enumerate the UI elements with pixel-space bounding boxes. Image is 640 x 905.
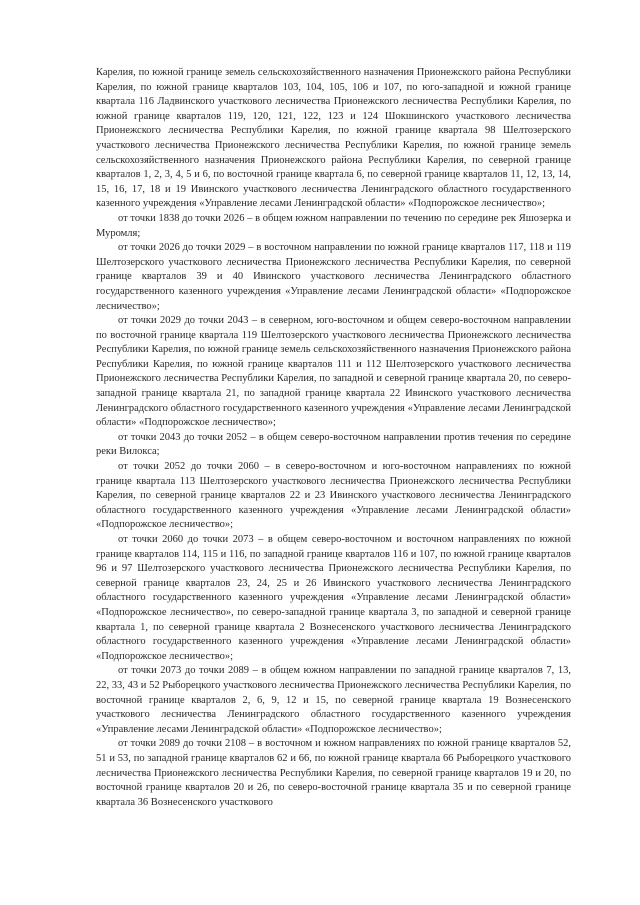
paragraph-segment-1838-2026: от точки 1838 до точки 2026 – в общем южном направлении по течению по середине рек Яшозерка и Муромля;	[96, 212, 571, 239]
paragraph-segment-2073-2089: от точки 2073 до точки 2089 – в общем южном направлении по западной границе кварталов 7, 13, 22, 33, 43 и 52 Рыборецкого участкового лесничества Прионежского лесничества Республики Карелия, по восточной границе кварталов 2, 6, 9, 12 и 15, по северной границе квартала 19 Вознесенского участкового лесничества Ленинградского областного государственного казенного учреждения «Управление лесами Ленинградской области» «Подпорожское лесничество»;	[96, 665, 571, 735]
paragraph-segment-2052-2060: от точки 2052 до точки 2060 – в северо-восточном и юго-восточном направлениях по южной границе квартала 113 Шелтозерского участкового лесничества Прионежского лесничества Республики Карелия, по северной границе кварталов 22 и 23 Ивинского участкового лесничества Ленинградского областного государственного казенного учреждения «Управление лесами Ленинградской области» «Подпорожское лесничество»;	[96, 461, 571, 531]
paragraph-segment-2043-2052: от точки 2043 до точки 2052 – в общем северо-восточном направлении против течения по середине реки Вилокса;	[96, 431, 571, 458]
paragraph-segment-2089-2108: от точки 2089 до точки 2108 – в восточном и южном направлениях по южной границе кварталов 52, 51 и 53, по западной границе кварталов 62 и 66, по южной границе квартала 66 Рыборецкого участкового лесничества Прионежского лесничества Республики Карелия, по северной границе кварталов 19 и 20, по восточной границе кварталов 20 и 26, по северо-восточной границе квартала 35 и по северной границе квартала 36 Вознесенского участкового	[96, 738, 571, 808]
paragraph-segment-2029-2043: от точки 2029 до точки 2043 – в северном, юго-восточном и общем северо-восточном направлении по восточной границе квартала 119 Шелтозерского участкового лесничества Прионежского лесничества Республики Карелия, по южной границе земель сельскохозяйственного назначения Прионежского района Республики Карелия, по южной границе кварталов 111 и 112 Шелтозерского участкового лесничества Прионежского лесничества Республики Карелия, по западной и северной границе квартала 20, по северо-западной границе квартала 21, по западной границе квартала 22 Ивинского участкового лесничества Ленинградского областного государственного казенного учреждения «Управление лесами Ленинградской области» «Подпорожское лесничество»;	[96, 315, 571, 429]
paragraph-continuation: Карелия, по южной границе земель сельскохозяйственного назначения Прионежского района Республики Карелия, по южной границе кварталов 103, 104, 105, 106 и 107, по юго-западной и южной границе квартала 116 Ладвинского участкового лесничества Прионежского лесничества Республики Карелия, по южной границе кварталов 119, 120, 121, 122, 123 и 124 Шокшинского участкового лесничества Прионежского лесничества Республики Карелия, по южной границе квартала 98 Шелтозерского участкового лесничества Прионежского лесничества Республики Карелия, по южной границе земель сельскохозяйственного назначения Прионежского района Республики Карелия, по северной границе кварталов 1, 2, 3, 4, 5 и 6, по восточной границе квартала 6, по северной границе кварталов 11, 12, 13, 14, 15, 16, 17, 18 и 19 Ивинского участкового лесничества Ленинградского областного государственного казенного учреждения «Управление лесами Ленинградской области» «Подпорожское лесничество»;	[96, 67, 571, 210]
document-body	[96, 66, 571, 810]
paragraph-segment-2060-2073: от точки 2060 до точки 2073 – в общем северо-восточном и восточном направлениях по южной границе кварталов 114, 115 и 116, по западной границе кварталов 116 и 107, по южной границе кварталов 96 и 97 Шелтозерского участкового лесничества Прионежского лесничества Республики Карелия, по северной границе кварталов 23, 24, 25 и 26 Ивинского участкового лесничества Ленинградского областного государственного казенного учреждения «Управление лесами Ленинградской области» «Подпорожское лесничество», по северо-западной границе квартала 3, по западной и северной границе квартала 1, по северной границе квартала 2 Вознесенского участкового лесничества Ленинградского областного государственного казенного учреждения «Управление лесами Ленинградской области» «Подпорожское лесничество»;	[96, 534, 571, 662]
paragraph-segment-2026-2029: от точки 2026 до точки 2029 – в восточном направлении по южной границе кварталов 117, 118 и 119 Шелтозерского участкового лесничества Прионежского лесничества Республики Карелия, по северной границе кварталов 39 и 40 Ивинского участкового лесничества Ленинградского областного государственного казенного учреждения «Управление лесами Ленинградской области» «Подпорожское лесничество»;	[96, 242, 571, 312]
